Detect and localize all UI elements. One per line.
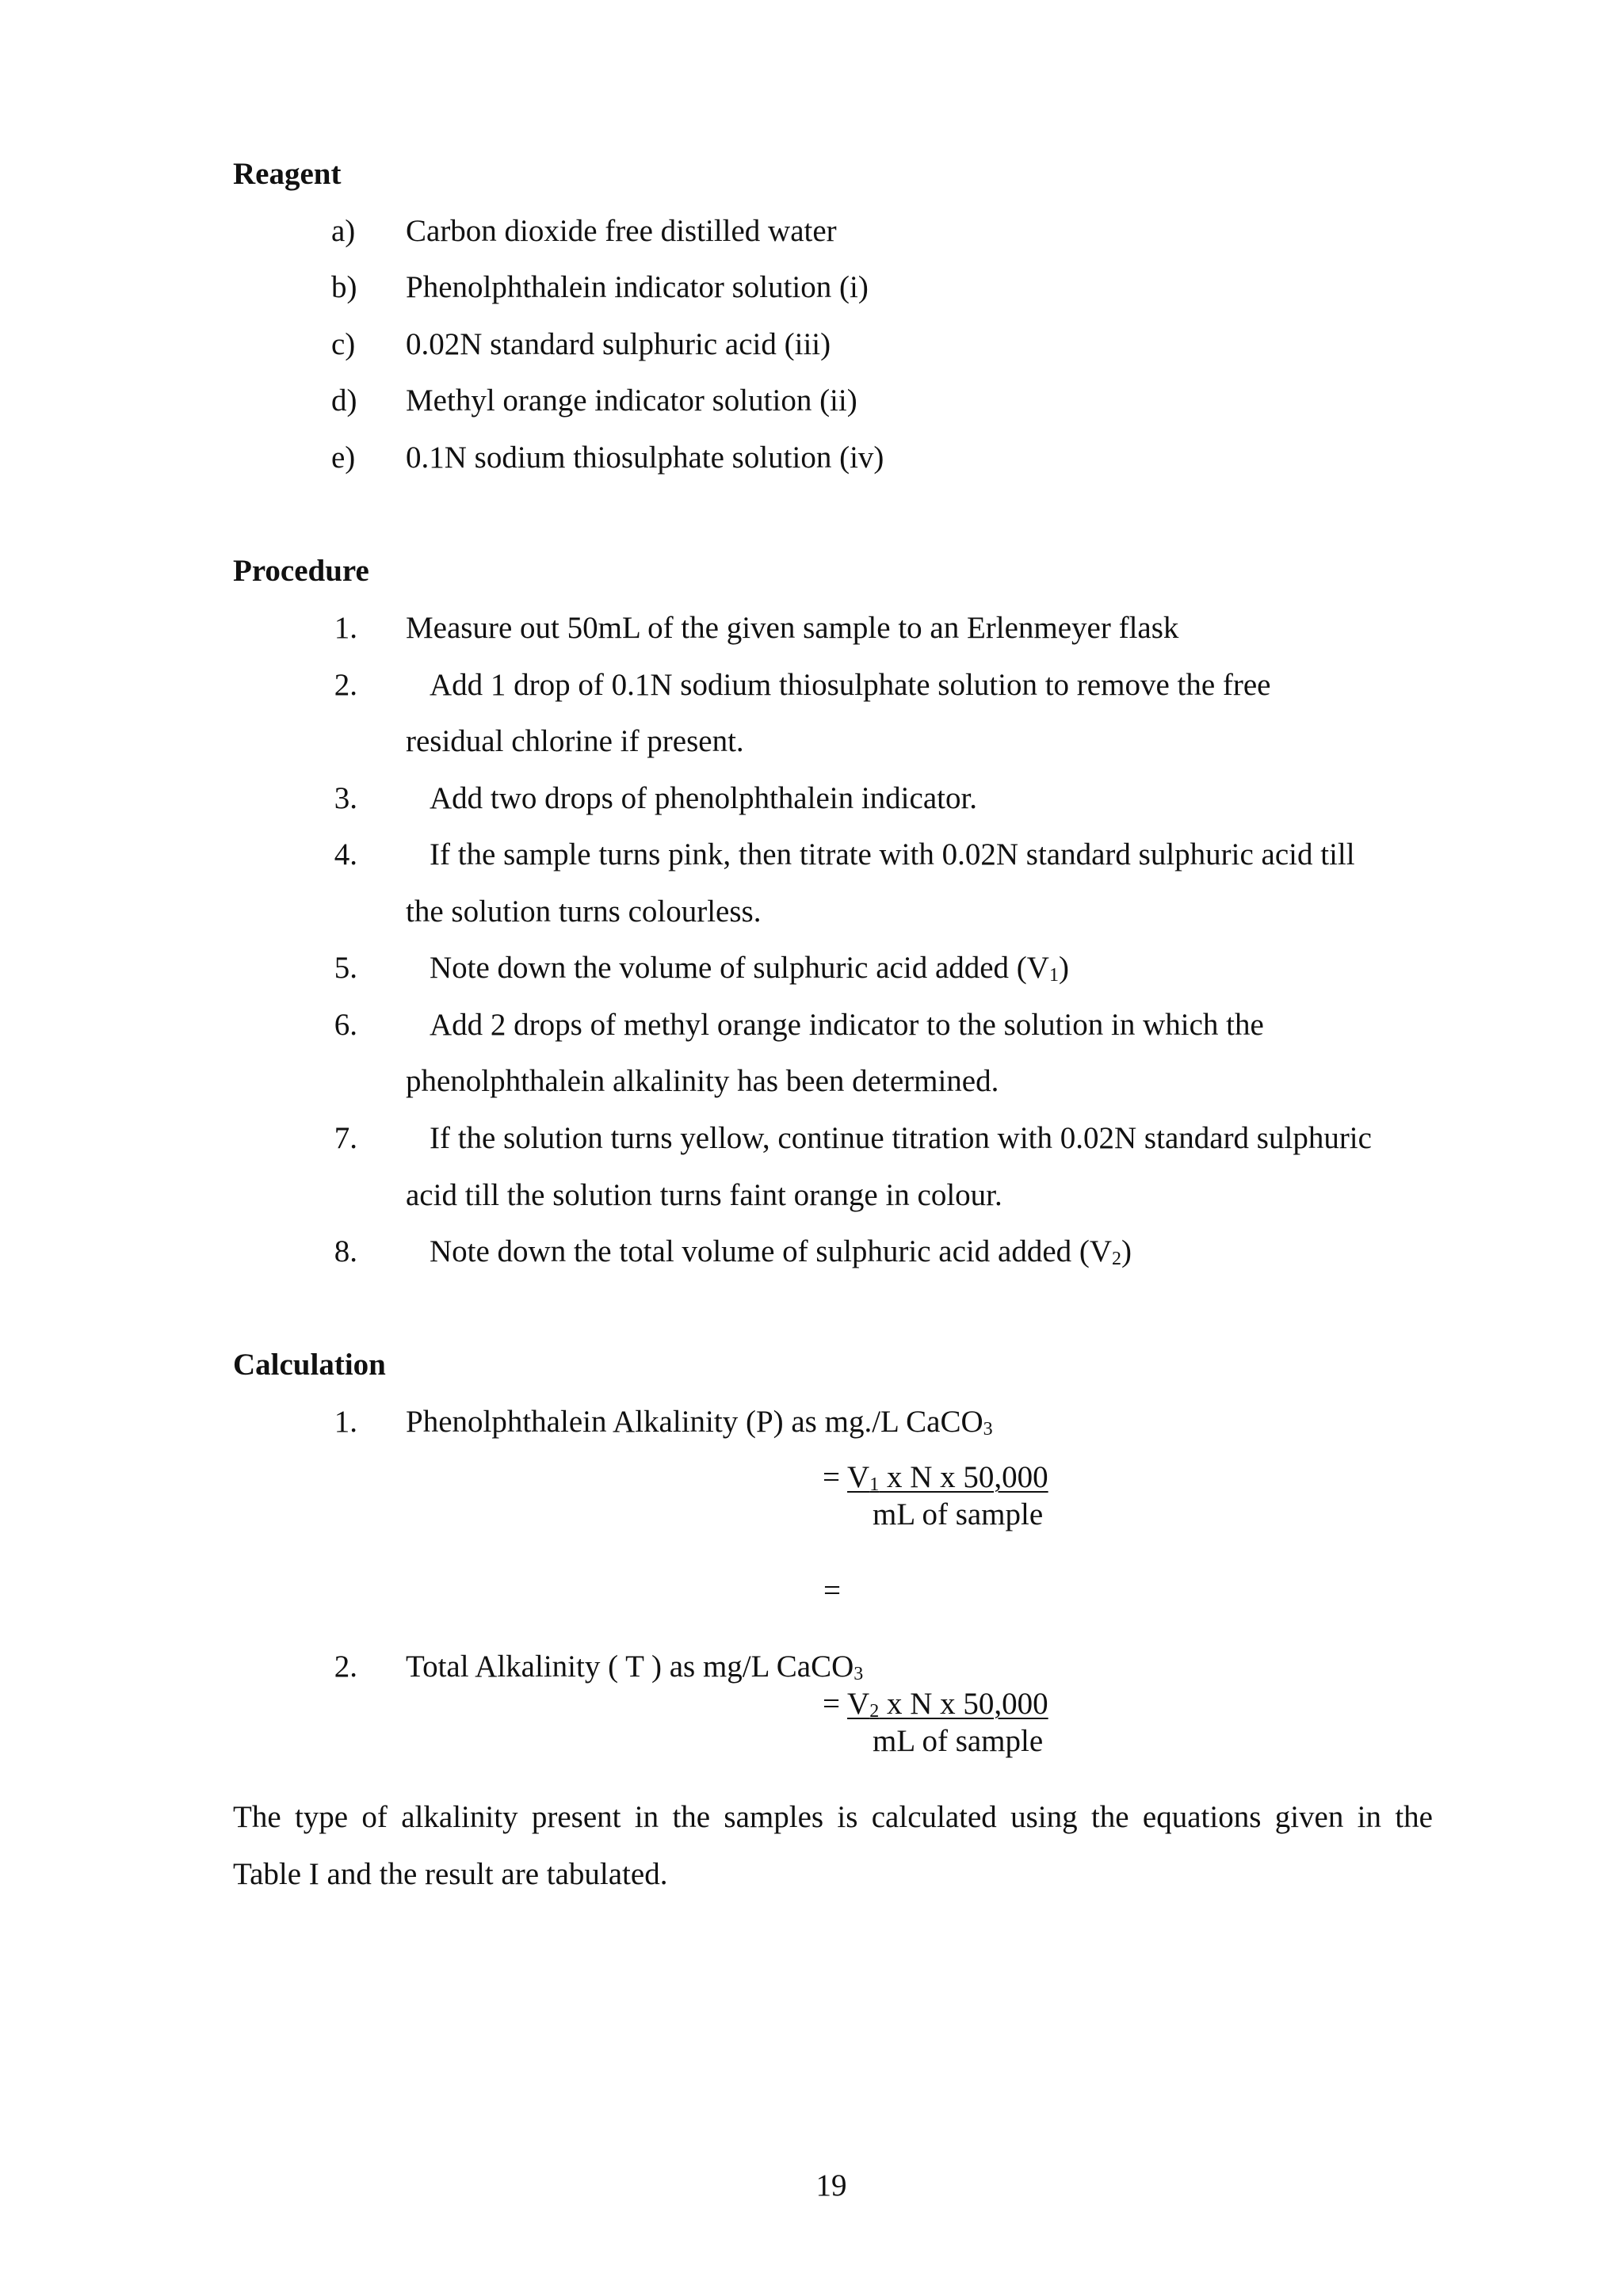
- procedure-step-number: 4.: [334, 837, 357, 871]
- procedure-heading: Procedure: [233, 554, 369, 588]
- reagent-marker-a: a): [331, 214, 356, 248]
- reagent-item-b: Phenolphthalein indicator solution (i): [406, 270, 869, 304]
- procedure-step-text: Measure out 50mL of the given sample to an Erlenmeyer flask: [406, 611, 1179, 645]
- calculation-item-text: Phenolphthalein Alkalinity (P) as mg./L CaCO3: [406, 1405, 993, 1440]
- calculation-item-text: Total Alkalinity ( T ) as mg/L CaCO3: [406, 1650, 864, 1684]
- procedure-step-text: Add 2 drops of methyl orange indicator to the solution in which the: [430, 1008, 1264, 1042]
- procedure-step-continuation: acid till the solution turns faint orange in colour.: [406, 1178, 1002, 1212]
- formula-denominator: mL of sample: [873, 1724, 1044, 1758]
- reagent-item-d: Methyl orange indicator solution (ii): [406, 383, 857, 418]
- formula-result-equals: =: [823, 1573, 841, 1608]
- procedure-step-number: 6.: [334, 1008, 357, 1042]
- reagent-item-e: 0.1N sodium thiosulphate solution (iv): [406, 441, 884, 475]
- formula-denominator: mL of sample: [873, 1497, 1044, 1531]
- procedure-step-continuation: residual chlorine if present.: [406, 724, 744, 758]
- procedure-step-number: 3.: [334, 781, 357, 815]
- calculation-item-number: 2.: [334, 1650, 357, 1684]
- procedure-step-number: 2.: [334, 668, 357, 702]
- procedure-step-text: Add two drops of phenolphthalein indicator.: [430, 781, 978, 815]
- procedure-step-text: If the sample turns pink, then titrate with 0.02N standard sulphuric acid till: [430, 837, 1355, 871]
- reagent-heading: Reagent: [233, 157, 342, 191]
- page-number: 19: [815, 2168, 847, 2203]
- calculation-heading: Calculation: [233, 1348, 386, 1382]
- reagent-marker-d: d): [331, 383, 357, 418]
- reagent-marker-e: e): [331, 441, 356, 475]
- reagent-item-c: 0.02N standard sulphuric acid (iii): [406, 327, 831, 361]
- closing-paragraph-line: The type of alkalinity present in the samples is calculated using the equations given in the: [233, 1800, 1433, 1834]
- reagent-item-a: Carbon dioxide free distilled water: [406, 214, 837, 248]
- formula-numerator: = V1 x N x 50,000: [823, 1460, 1048, 1495]
- formula-numerator: = V2 x N x 50,000: [823, 1687, 1048, 1722]
- procedure-step-continuation: the solution turns colourless.: [406, 894, 762, 929]
- closing-paragraph-line: Table I and the result are tabulated.: [233, 1857, 668, 1891]
- procedure-step-number: 8.: [334, 1234, 357, 1268]
- procedure-step-continuation: phenolphthalein alkalinity has been determined.: [406, 1064, 999, 1098]
- reagent-marker-c: c): [331, 327, 356, 361]
- procedure-step-number: 1.: [334, 611, 357, 645]
- procedure-step-number: 7.: [334, 1121, 357, 1155]
- procedure-step-text: Note down the total volume of sulphuric acid added (V2): [430, 1234, 1132, 1269]
- procedure-step-text: Add 1 drop of 0.1N sodium thiosulphate solution to remove the free: [430, 668, 1271, 702]
- procedure-step-number: 5.: [334, 951, 357, 985]
- reagent-marker-b: b): [331, 270, 357, 304]
- calculation-item-number: 1.: [334, 1405, 357, 1439]
- procedure-step-text: If the solution turns yellow, continue titration with 0.02N standard sulphuric: [430, 1121, 1372, 1155]
- procedure-step-text: Note down the volume of sulphuric acid added (V1): [430, 951, 1069, 986]
